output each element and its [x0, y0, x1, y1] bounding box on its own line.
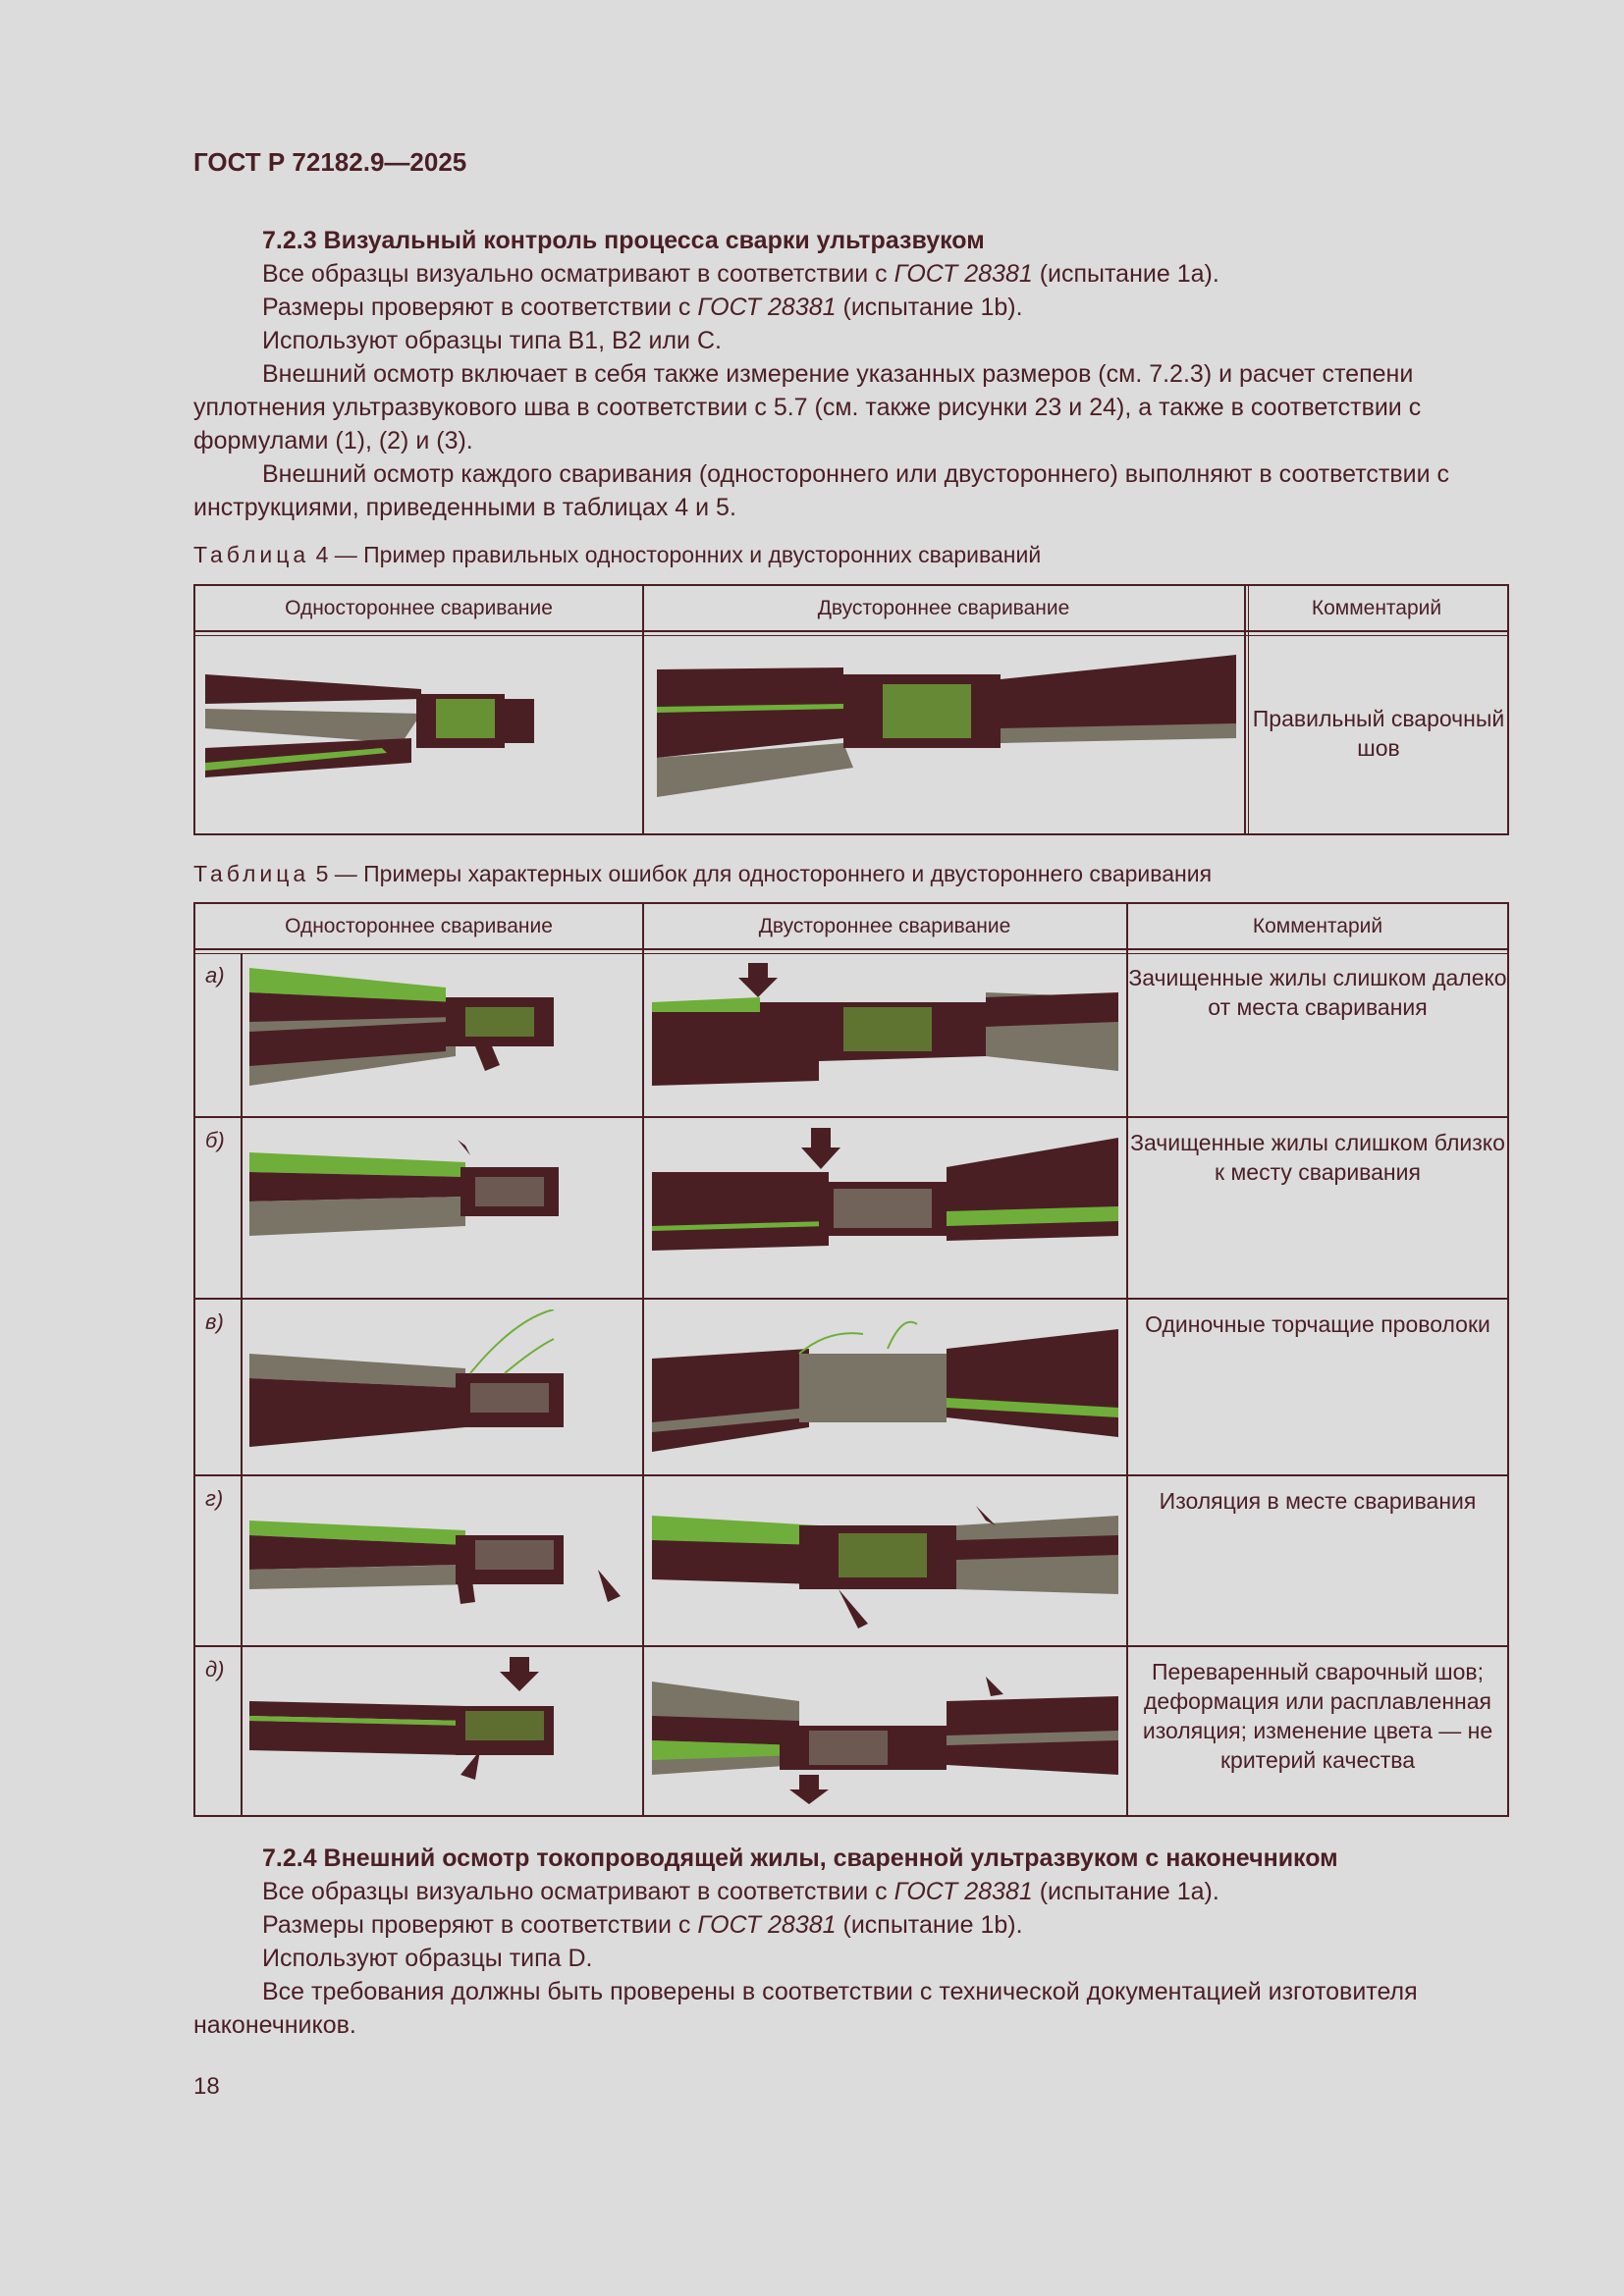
standard-reference: ГОСТ 28381: [697, 294, 837, 321]
paragraph: Все требования должны быть проверены в соответствии с технической документацией изготовителя наконечников.: [193, 1978, 1418, 2039]
column-header: Двустороннее сваривание: [758, 915, 1011, 937]
section-heading: 7.2.4 Внешний осмотр токопроводящей жилы, сваренной ультразвуком с наконечником: [262, 1844, 1338, 1872]
table-4-caption: Таблица 4 — Пример правильных односторонних и двусторонних свариваний: [193, 542, 1042, 567]
error-photo-two-sided: [652, 963, 1118, 1105]
column-header: Одностороннее сваривание: [285, 915, 553, 937]
column-header: Двустороннее сваривание: [817, 597, 1070, 619]
column-header: Комментарий: [1311, 597, 1442, 619]
one-sided-weld-photo: [205, 655, 613, 817]
document-id: ГОСТ Р 72182.9—2025: [193, 147, 467, 177]
row-comment: Зачищенные жилы слишком близко к месту сваривания: [1130, 1130, 1505, 1185]
standard-reference: ГОСТ 28381: [697, 1911, 837, 1939]
error-photo-two-sided: [652, 1309, 1118, 1467]
section-7-2-4: [193, 1842, 1509, 2042]
section-heading: 7.2.3 Визуальный контроль процесса сварки ультразвуком: [262, 227, 985, 254]
error-photo-two-sided: [652, 1486, 1118, 1633]
error-photo-one-sided: [249, 1309, 632, 1467]
page-number: 18: [193, 2073, 220, 2100]
paragraph: Используют образцы типа D.: [262, 1945, 593, 1972]
row-label: а): [205, 963, 225, 988]
paragraph: Используют образцы типа B1, B2 или C.: [262, 327, 722, 354]
paragraph: Внешний осмотр каждого сваривания (одностороннего или двустороннего) выполняют в соответствии с инструкциями, приведенными в таблицах 4 и 5.: [193, 460, 1449, 521]
row-label: г): [205, 1486, 224, 1511]
row-label: в): [205, 1309, 224, 1334]
row-comment: Зачищенные жилы слишком далеко от места сваривания: [1128, 965, 1507, 1020]
error-photo-two-sided: [652, 1128, 1118, 1285]
standard-reference: ГОСТ 28381: [893, 1878, 1033, 1905]
paragraph: Все образцы визуально осматривают в соответствии с ГОСТ 28381 (испытание 1а).: [262, 260, 1219, 288]
standard-reference: ГОСТ 28381: [893, 260, 1033, 288]
column-header: Комментарий: [1252, 915, 1383, 937]
row-comment: Одиночные торчащие проволоки: [1145, 1311, 1490, 1337]
error-photo-one-sided: [249, 1486, 632, 1633]
table-5: [193, 902, 1509, 1817]
row-comment: Переваренный сварочный шов; деформация или расплавленная изоляция; изменение цвета — не критерий качества: [1142, 1659, 1493, 1773]
error-photo-one-sided: [249, 1657, 632, 1804]
error-photo-two-sided: [652, 1657, 1118, 1804]
row-label: д): [205, 1657, 225, 1682]
table-4: [193, 584, 1509, 835]
paragraph: Внешний осмотр включает в себя также измерение указанных размеров (см. 7.2.3) и расчет степени уплотнения ультразвукового шва в соответствии с 5.7 (см. также рисунки 23 и 24), а также в соответствии с формулами (1), (2) и (3).: [193, 360, 1422, 454]
paragraph: Размеры проверяют в соответствии с ГОСТ 28381 (испытание 1b).: [262, 294, 1023, 321]
paragraph: Все образцы визуально осматривают в соответствии с ГОСТ 28381 (испытание 1а).: [262, 1878, 1219, 1905]
row-label: б): [205, 1128, 225, 1152]
two-sided-weld-photo: [657, 650, 1236, 817]
error-photo-one-sided: [249, 963, 632, 1105]
row-comment: Изоляция в месте сваривания: [1159, 1488, 1477, 1514]
table-5-caption: Таблица 5 — Примеры характерных ошибок для одностороннего и двустороннего сваривания: [193, 861, 1213, 886]
section-7-2-3: [193, 224, 1509, 524]
error-photo-one-sided: [249, 1128, 632, 1285]
table-4-comment: Правильный сварочный шов: [1252, 706, 1505, 761]
paragraph: Размеры проверяют в соответствии с ГОСТ 28381 (испытание 1b).: [262, 1911, 1023, 1939]
column-header: Одностороннее сваривание: [285, 597, 553, 619]
